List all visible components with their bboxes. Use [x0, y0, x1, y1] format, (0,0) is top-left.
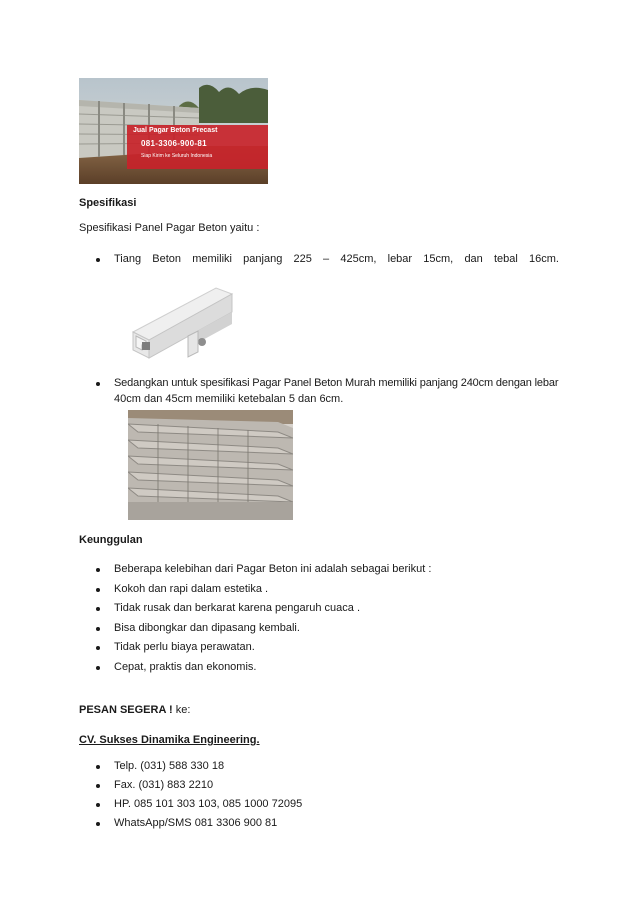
banner-line-3: Siap Kirim ke Seluruh Indonesia [141, 153, 213, 159]
tiang-word: memiliki [192, 253, 232, 265]
banner-line-2: 081-3306-900-81 [141, 139, 207, 148]
keunggulan-item-text: Cepat, praktis dan ekonomis. [114, 660, 257, 673]
bullet-icon [96, 588, 100, 592]
contact-item [96, 817, 277, 829]
contact-item-text: Telp. (031) 588 330 18 [114, 760, 225, 772]
contact-item-text: HP. 085 101 303 103, 085 1000 72095 [114, 798, 303, 810]
keunggulan-item [96, 563, 431, 575]
list-item-tiang [96, 253, 559, 265]
tiang-word: 15cm, [423, 253, 454, 265]
bullet-icon [96, 646, 100, 650]
bullet-icon [96, 784, 100, 788]
bullet-icon [96, 258, 100, 262]
list-item-panel [96, 377, 559, 405]
keunggulan-item-text: Beberapa kelebihan dari Pagar Beton ini adalah sebagai berikut : [114, 563, 432, 575]
keunggulan-item [96, 622, 300, 634]
precast-fence-photo [79, 78, 268, 184]
bullet-icon [96, 803, 100, 807]
keunggulan-heading: Keunggulan [79, 534, 143, 546]
pesan-heading [79, 704, 190, 716]
keunggulan-item-text: Bisa dibongkar dan dipasang kembali. [114, 621, 300, 634]
tiang-word: lebar [387, 253, 413, 265]
contact-item [96, 798, 302, 810]
tiang-word: Beton [152, 253, 182, 265]
keunggulan-item-text: Tidak rusak dan berkarat karena pengaruh cuaca . [114, 602, 361, 614]
pesan-heading-bold: PESAN SEGERA ! [79, 704, 173, 716]
tiang-word: panjang [243, 253, 283, 265]
bullet-icon [96, 627, 100, 631]
keunggulan-item [96, 661, 256, 673]
contact-item-text: Fax. (031) 883 2210 [114, 779, 214, 791]
tiang-word: tebal [493, 253, 518, 265]
keunggulan-item [96, 583, 268, 595]
spesifikasi-intro: Spesifikasi Panel Pagar Beton yaitu : [79, 222, 260, 234]
company-name: CV. Sukses Dinamika Engineering. [79, 734, 260, 746]
stacked-panels-photo [128, 410, 293, 520]
bullet-icon [96, 568, 100, 572]
panel-text-line-1: Sedangkan untuk spesifikasi Pagar Panel Beton Murah memiliki panjang 240cm dengan lebar [114, 377, 559, 389]
tiang-word: dan [464, 253, 483, 265]
spesifikasi-heading: Spesifikasi [79, 197, 137, 209]
keunggulan-item [96, 602, 360, 614]
bullet-icon [96, 382, 100, 386]
keunggulan-item-text: Tidak perlu biaya perawatan. [114, 641, 255, 653]
pesan-heading-rest: ke: [172, 704, 191, 716]
banner-line-1: Jual Pagar Beton Precast [133, 127, 218, 134]
tiang-beton-text [114, 253, 559, 265]
tiang-word: 225 [293, 253, 312, 265]
contact-item [96, 779, 213, 791]
contact-item [96, 760, 224, 772]
keunggulan-item-text: Kokoh dan rapi dalam estetika . [114, 582, 269, 595]
bullet-icon [96, 666, 100, 670]
bullet-icon [96, 822, 100, 826]
bullet-icon [96, 607, 100, 611]
keunggulan-item [96, 641, 255, 653]
tiang-word: Tiang [114, 253, 142, 265]
tiang-word: – [323, 253, 330, 265]
tiang-word: 425cm, [340, 253, 377, 265]
concrete-post-photo [128, 284, 240, 366]
bullet-icon [96, 765, 100, 769]
tiang-word: 16cm. [529, 253, 559, 265]
contact-item-text: WhatsApp/SMS 081 3306 900 81 [114, 817, 278, 829]
panel-text-line-2: 40cm dan 45cm memiliki ketebalan 5 dan 6cm. [114, 393, 344, 405]
